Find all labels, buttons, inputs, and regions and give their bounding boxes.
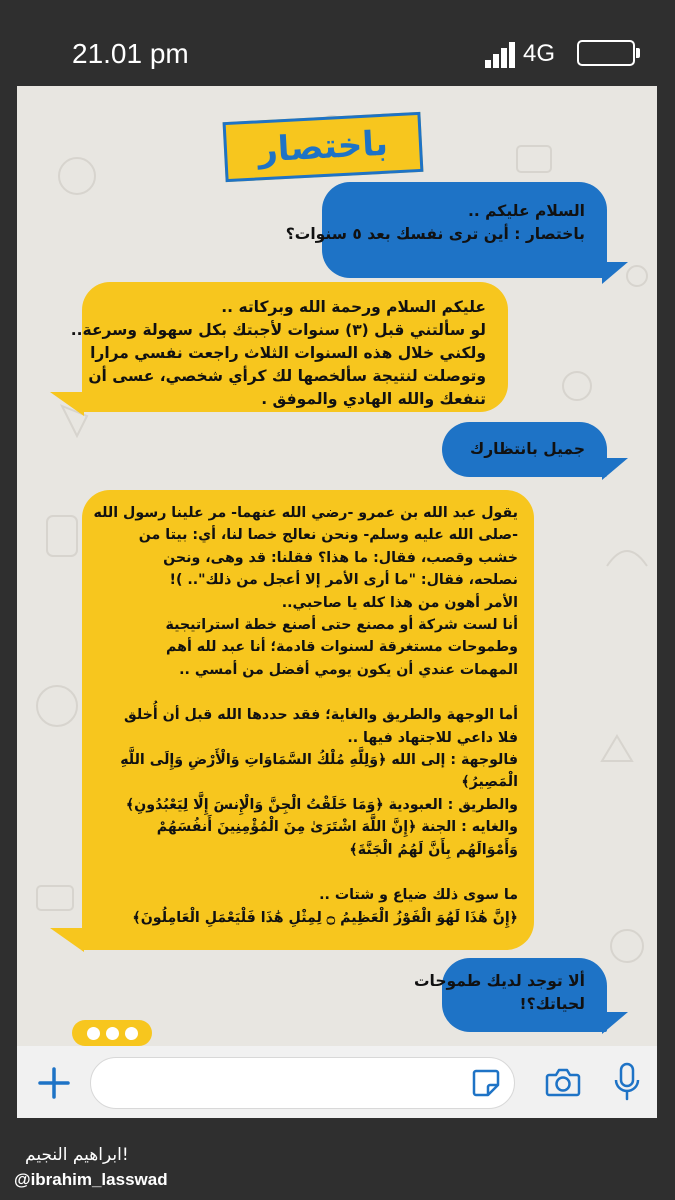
message-line: عليكم السلام ورحمة الله وبركاته ..	[221, 298, 486, 316]
message-line: وطموحات مستغرقة لسنوات قادمة؛ أنا عبد لله أهم	[166, 639, 518, 656]
message-bubble-outgoing	[285, 182, 607, 278]
message-bubble-outgoing	[442, 422, 607, 477]
message-line: ما سوى ذلك ضياع و شتات ..	[319, 887, 518, 904]
message-input-container[interactable]	[90, 1057, 515, 1109]
network-label: 4G	[523, 40, 556, 67]
microphone-icon[interactable]	[614, 1062, 640, 1102]
message-line: -صلى الله عليه وسلم- ونحن نعالج خصا لنا، أي: بيتا من	[138, 527, 518, 544]
message-line: الْمَصِيرُ﴾	[461, 774, 518, 791]
battery-icon	[577, 40, 635, 66]
message-input[interactable]	[109, 1068, 453, 1100]
message-line: نصلحه، فقال: "ما أرى الأمر إلا أعجل من ذلك".. )!	[169, 572, 518, 589]
paragraph-gap	[94, 861, 518, 884]
bubble-tail	[602, 262, 628, 284]
message-line: جميل بانتظارك	[470, 440, 585, 458]
message-line: والغايه : الجنة ﴿إِنَّ اللَّهَ اشْتَرَىٰ مِنَ الْمُؤْمِنِينَ أَنفُسَهُمْ	[156, 819, 518, 836]
author-name: !ابراهيم النجيم	[25, 1145, 129, 1165]
message-line: خشب وقصب، فقال: ما هذا؟ فقلنا: قد وهى، ونحن	[163, 549, 518, 566]
battery-tip	[636, 48, 640, 58]
typing-dot	[106, 1027, 119, 1040]
bubble-tail	[50, 392, 84, 416]
message-line: المهمات عندي أن يكون يومي أفضل من أمسي ..	[179, 661, 518, 678]
message-line: فلا داعي للاجتهاد فيها ..	[347, 729, 518, 746]
message-line: لحياتك؟!	[519, 995, 585, 1013]
message-line: وَأَمْوَالَهُم بِأَنَّ لَهُمُ الْجَنَّةَ﴾	[349, 841, 518, 858]
typing-dot	[125, 1027, 138, 1040]
bubble-tail	[602, 1012, 628, 1034]
bubble-tail	[602, 458, 628, 480]
message-line: الأمر أهون من هذا كله يا صاحبي..	[281, 594, 518, 611]
message-line: وتوصلت لنتيجة سألخصها لك كرأي شخصي، عسى أن	[88, 367, 486, 385]
message-line: يقول عبد الله بن عمرو -رضي الله عنهما- مر علينا رسول الله	[93, 505, 518, 521]
message-line: فالوجهة : إلى الله ﴿وَلِلَّهِ مُلْكُ السَّمَاوَاتِ وَالْأَرْضِ وَإِلَى اللَّهِ	[120, 752, 518, 769]
typing-indicator	[72, 1020, 152, 1046]
message-line: تنفعك والله الهادي والموفق .	[261, 390, 486, 408]
message-line: لو سألتني قبل (٣) سنوات لأجبتك بكل سهولة وسرعة..	[70, 321, 486, 339]
message-bubble-outgoing	[413, 958, 607, 1032]
sticker-icon[interactable]	[471, 1068, 501, 1098]
status-time: 21.01 pm	[72, 38, 189, 69]
message-line: باختصار : أين ترى نفسك بعد ٥ سنوات؟	[285, 225, 585, 243]
message-line: ﴿إِنَّ هَٰذَا لَهُوَ الْفَوْزُ الْعَظِيمُ ۝ لِمِثْلِ هَٰذَا فَلْيَعْمَلِ الْعَامِلُونَ﴾	[132, 909, 518, 926]
message-line: ولكني خلال هذه السنوات الثلاث راجعت نفسي مرارا	[90, 344, 486, 362]
bubble-tail	[50, 928, 84, 952]
author-handle: @ibrahim_lasswad	[14, 1170, 168, 1189]
paragraph-gap	[94, 681, 518, 704]
message-line: السلام عليكم ..	[467, 202, 585, 220]
message-bubble-incoming	[70, 282, 508, 412]
plus-icon[interactable]	[36, 1065, 72, 1101]
message-bubble-incoming	[82, 490, 534, 950]
message-line: والطريق : العبودية ﴿وَمَا خَلَقْتُ الْجِنَّ وَالْإِنسَ إِلَّا لِيَعْبُدُونِ﴾	[125, 796, 518, 813]
signal-icon	[485, 42, 517, 68]
camera-icon[interactable]	[545, 1066, 581, 1098]
typing-dot	[87, 1027, 100, 1040]
message-line: أما الوجهة والطريق والغاية؛ فقد حددها الله قبل أن أُخلق	[124, 707, 518, 724]
title-badge: باختصار	[223, 112, 424, 182]
message-line: أنا لست شركة أو مصنع حتى أصنع خطة استراتيجية	[165, 617, 518, 634]
message-line: ألا توجد لديك طموحات	[413, 972, 585, 990]
